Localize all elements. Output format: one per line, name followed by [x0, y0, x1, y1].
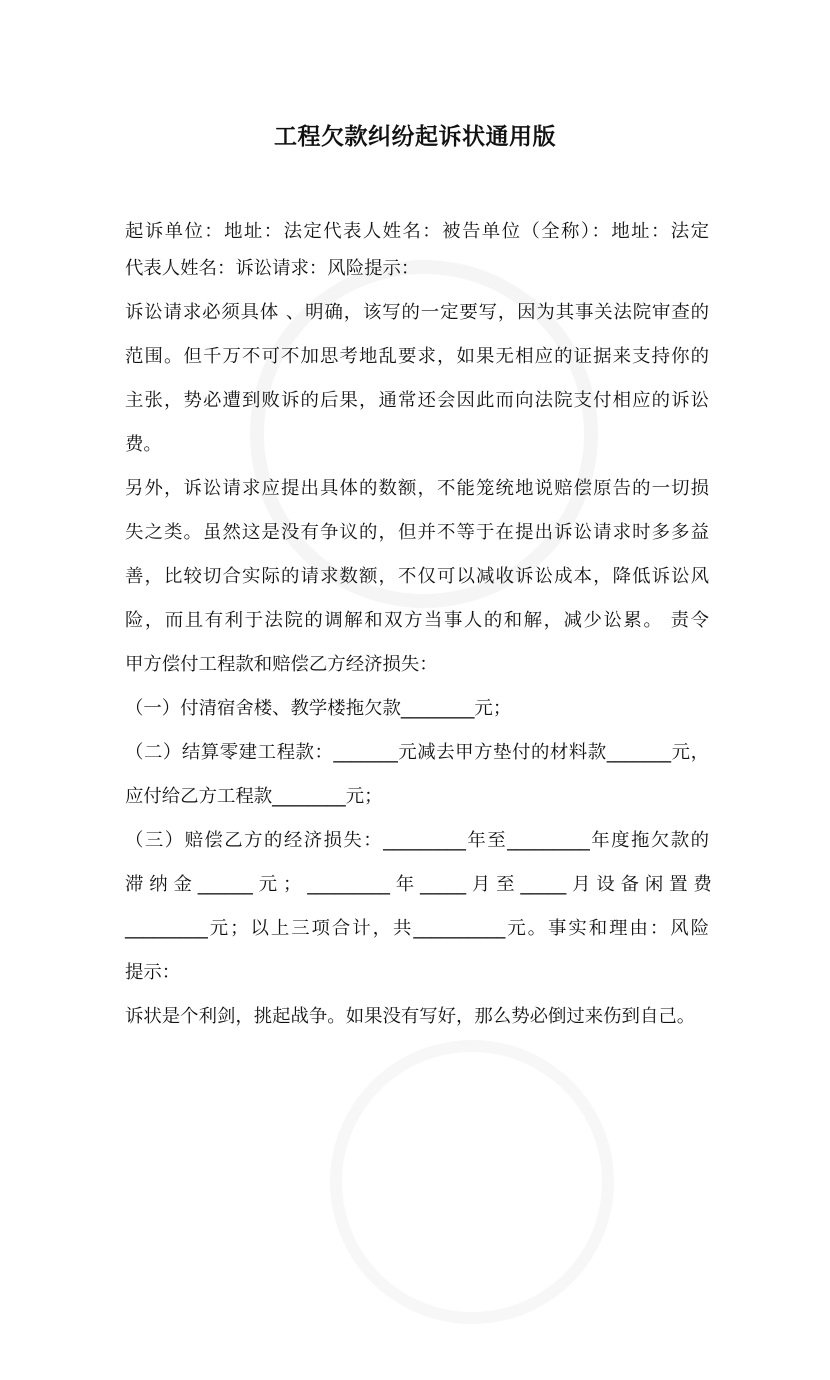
text-line: 费。 [125, 434, 162, 455]
text-line: 提示： [125, 962, 181, 983]
text-line: 甲方偿付工程款和赔偿乙方经济损失： [125, 654, 438, 675]
watermark [274, 984, 670, 1380]
text-line: 险，而且有利于法院的调解和双方当事人的和解，减少讼累。 责令 [125, 610, 709, 631]
text-line: 主张，势必遭到败诉的后果，通常还会因此而向法院支付相应的诉讼 [125, 390, 709, 411]
text-line: 善，比较切合实际的请求数额，不仅可以减收诉讼成本，降低诉讼风 [125, 566, 709, 587]
text-line: 滞 纳 金 ______ 元 ； _________ 年 _____ 月 至 _____ 月 设 备 闲 置 费 [125, 874, 712, 895]
document-body [125, 213, 712, 1035]
text-line: 应付给乙方工程款________元； [125, 786, 383, 807]
text-line: （一）付清宿舍楼、教学楼拖欠款________元； [125, 698, 512, 719]
text-line: 另外，诉讼请求应提出具体的数额，不能笼统地说赔偿原告的一切损 [125, 478, 709, 499]
document-title: 工程欠款纠纷起诉状通用版 [274, 124, 556, 150]
text-line: 范围。但千万不可不加思考地乱要求，如果无相应的证据来支持你的 [125, 346, 709, 367]
text-line: （二）结算零建工程款：_______元减去甲方垫付的材料款_______元， [125, 742, 709, 763]
text-line: 失之类。虽然这是没有争议的，但并不等于在提出诉讼请求时多多益 [125, 522, 709, 543]
text-line: 诉讼请求必须具体 、明确，该写的一定要写，因为其事关法院审查的 [125, 302, 709, 323]
text-line: 代表人姓名：诉讼请求：风险提示： [125, 258, 420, 279]
text-line: 起诉单位：地址：法定代表人姓名：被告单位（全称）：地址：法定 [125, 221, 709, 242]
text-line: （三）赔偿乙方的经济损失：_________年至_________年度拖欠款的 [125, 830, 709, 851]
text-line: 诉状是个利剑，挑起战争。如果没有写好，那么势必倒过来伤到自己。 [125, 1006, 696, 1027]
text-line: _________元；以上三项合计，共__________元。事实和理由：风险 [125, 918, 709, 939]
